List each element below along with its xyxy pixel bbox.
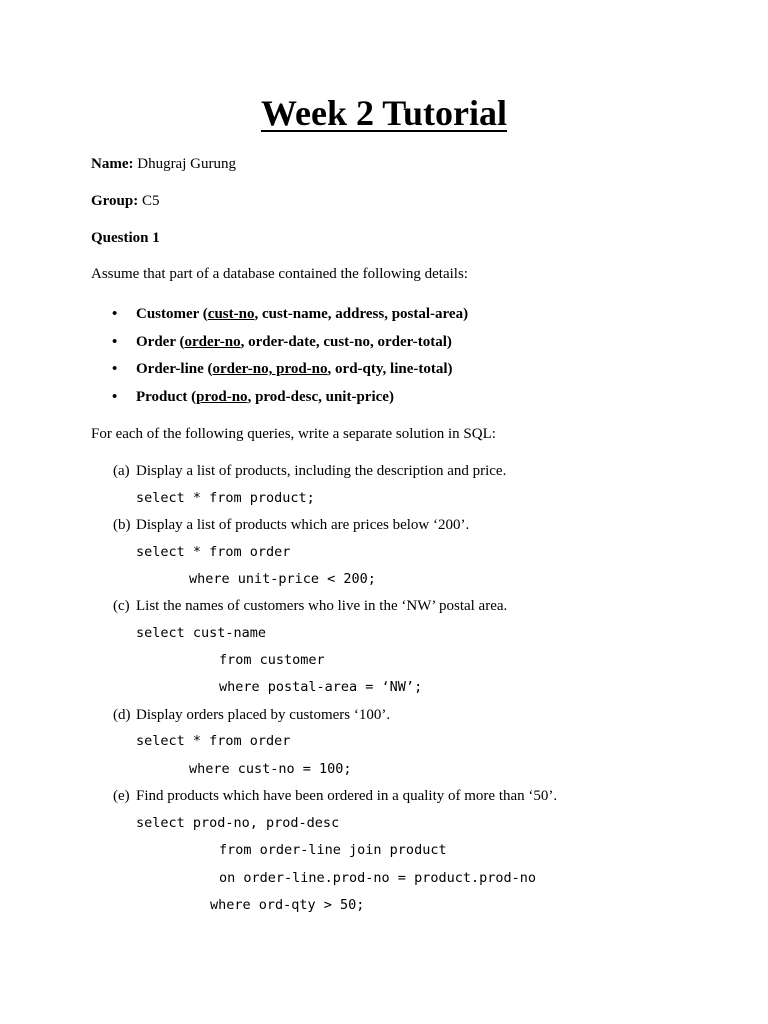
code-line: where postal-area = ‘NW’; <box>219 679 423 695</box>
question-label: (e) <box>113 788 130 804</box>
intro-text: Assume that part of a database contained the following details: <box>91 266 468 282</box>
group-label: Group: <box>91 193 139 209</box>
bullet-icon: • <box>112 389 118 405</box>
code-line: where ord-qty > 50; <box>210 897 365 913</box>
entity-key: order-no, prod-no <box>212 361 328 377</box>
question-text: Display a list of products which are prices below ‘200’. <box>136 517 470 533</box>
group-value: C5 <box>141 193 160 209</box>
code-line: select * from order <box>136 733 291 749</box>
question-a <box>113 463 506 480</box>
name-value: Dhugraj Gurung <box>137 156 236 172</box>
instructions-text: For each of the following queries, write a separate solution in SQL: <box>91 426 496 442</box>
code-line: select * from order <box>136 544 291 560</box>
entity-name: Order-line ( <box>136 361 213 377</box>
bullet-icon: • <box>112 361 118 377</box>
code-line: select * from product; <box>136 490 315 506</box>
bullet-icon: • <box>112 334 118 350</box>
title-text: Week 2 Tutorial <box>260 93 508 133</box>
group-line <box>91 193 160 210</box>
question-label: (d) <box>113 707 131 723</box>
code-line: where unit-price < 200; <box>189 571 376 587</box>
code-line: from customer <box>219 652 325 668</box>
name-label: Name: <box>91 156 134 172</box>
entity-attributes: , cust-name, address, postal-area) <box>254 306 469 322</box>
entity-key: cust-no <box>207 306 255 322</box>
question-label: (c) <box>113 598 130 614</box>
entity-key: prod-no <box>196 389 248 405</box>
entity-attributes: , ord-qty, line-total) <box>327 361 453 377</box>
entity-attributes: , prod-desc, unit-price) <box>247 389 394 405</box>
question-label: (a) <box>113 463 130 479</box>
question-b <box>113 517 469 534</box>
question-heading: Question 1 <box>91 230 160 246</box>
question-text: Find products which have been ordered in a quality of more than ‘50’. <box>136 788 558 804</box>
bullet-icon: • <box>112 306 118 322</box>
question-label: (b) <box>113 517 131 533</box>
page-title <box>0 92 768 134</box>
question-d <box>113 707 390 724</box>
entity-key: order-no <box>184 334 241 350</box>
code-line: on order-line.prod-no = product.prod-no <box>219 870 536 886</box>
question-e <box>113 788 557 805</box>
question-c <box>113 598 507 615</box>
question-text: Display a list of products, including the description and price. <box>136 463 507 479</box>
code-line: select prod-no, prod-desc <box>136 815 340 831</box>
entity-name: Product ( <box>136 389 197 405</box>
name-line <box>91 156 236 173</box>
code-line: where cust-no = 100; <box>189 761 352 777</box>
entity-name: Order ( <box>136 334 185 350</box>
entity-name: Customer ( <box>136 306 208 322</box>
question-text: List the names of customers who live in the ‘NW’ postal area. <box>136 598 508 614</box>
code-line: select cust-name <box>136 625 267 641</box>
entity-attributes: , order-date, cust-no, order-total) <box>240 334 452 350</box>
code-line: from order-line join product <box>219 842 447 858</box>
question-text: Display orders placed by customers ‘100’. <box>136 707 391 723</box>
